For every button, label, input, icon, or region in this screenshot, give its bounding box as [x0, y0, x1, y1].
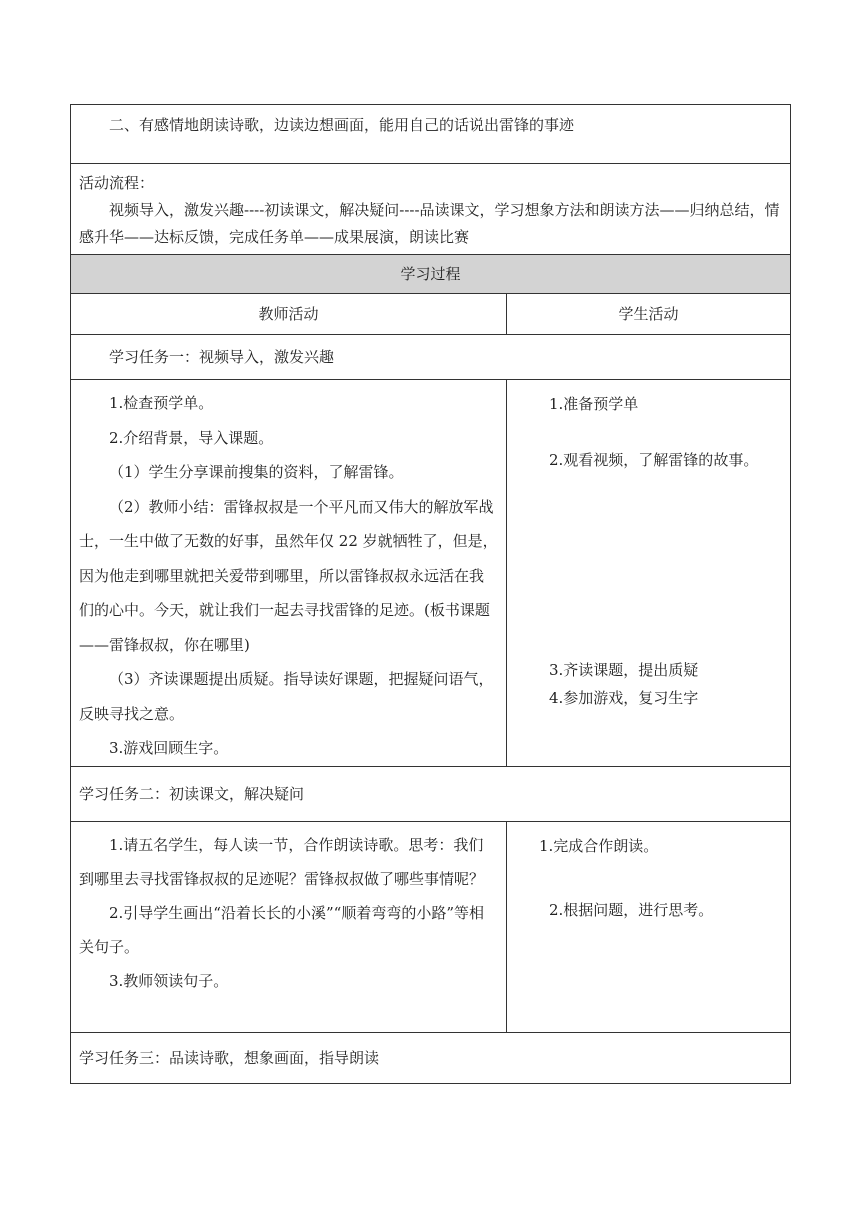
- task1-student-item: 4.参加游戏，复习生字: [549, 689, 699, 707]
- task2-title: 学习任务二：初读课文，解决疑问: [71, 766, 791, 821]
- activity-flow-cell: [71, 164, 791, 255]
- objective-2-text: 二、有感情地朗读诗歌，边读边想画面，能用自己的话说出雷锋的事迹: [109, 116, 575, 134]
- lesson-plan-table: [70, 104, 791, 1084]
- teacher-activity-header: 教师活动: [71, 294, 507, 335]
- column-header-row: [71, 294, 791, 335]
- task1-content-row: [71, 380, 791, 767]
- process-title: 学习过程: [71, 255, 791, 294]
- task2-teacher-item: 1.请五名学生，每人读一节，合作朗读诗歌。思考：我们到哪里去寻找雷锋叔叔的足迹呢？雷锋叔叔做了哪些事情呢？: [79, 835, 485, 888]
- task2-student-item: 1.完成合作朗读。: [539, 836, 659, 855]
- student-activity-header: 学生活动: [507, 294, 791, 335]
- task1-teacher-item: （2）教师小结：雷锋叔叔是一个平凡而又伟大的解放军战士，一生中做了无数的好事，虽然年仅 22 岁就牺牲了，但是，因为他走到哪里就把关爱带到哪里，所以雷锋叔叔永远活在我们的心中。今天，就让我们一起去寻找雷锋的足迹。(板书课题——雷锋叔叔，你在哪里): [79, 497, 498, 654]
- task2-teacher-item: 3.教师领读句子。: [109, 971, 229, 990]
- lesson-plan-page: [70, 104, 790, 1084]
- activity-flow-text: 视频导入，激发兴趣----初读课文，解决疑问----品读课文，学习想象方法和朗读方法——归纳总结，情感升华——达标反馈，完成任务单——成果展演，朗读比赛: [79, 201, 780, 246]
- task3-title-row: [71, 1032, 791, 1083]
- task2-title-row: [71, 766, 791, 821]
- task1-teacher-item: 2.介绍背景，导入课题。: [109, 428, 274, 447]
- process-header-row: [71, 255, 791, 294]
- task1-student-item: 3.齐读课题，提出质疑: [549, 661, 699, 679]
- task1-teacher-cell: [71, 380, 507, 767]
- objective-row: [71, 105, 791, 164]
- activity-flow-label: 活动流程：: [79, 174, 155, 192]
- task1-student-item: 1.准备预学单: [549, 395, 639, 413]
- task1-teacher-item: 1.检查预学单。: [109, 394, 214, 412]
- task2-student-item: 2.根据问题，进行思考。: [549, 900, 714, 919]
- task1-title: 学习任务一：视频导入，激发兴趣: [71, 335, 791, 380]
- task1-student-cell: [507, 380, 791, 767]
- task1-student-item: 2.观看视频，了解雷锋的故事。: [549, 451, 759, 469]
- task1-teacher-item: 3.游戏回顾生字。: [109, 739, 229, 757]
- task3-title: 学习任务三：品读诗歌，想象画面，指导朗读: [71, 1032, 791, 1083]
- task2-content-row: [71, 821, 791, 1032]
- task2-student-cell: [507, 821, 791, 1032]
- task2-teacher-item: 2.引导学生画出“沿着长长的小溪”“顺着弯弯的小路”等相关句子。: [79, 903, 484, 956]
- task1-teacher-item: （1）学生分享课前搜集的资料，了解雷锋。: [109, 463, 404, 481]
- task1-teacher-item: （3）齐读课题提出质疑。指导读好课题，把握疑问语气，反映寻找之意。: [79, 670, 494, 723]
- task1-title-row: [71, 335, 791, 380]
- task2-teacher-cell: [71, 821, 507, 1032]
- objective-cell: [71, 105, 791, 164]
- activity-flow-row: [71, 164, 791, 255]
